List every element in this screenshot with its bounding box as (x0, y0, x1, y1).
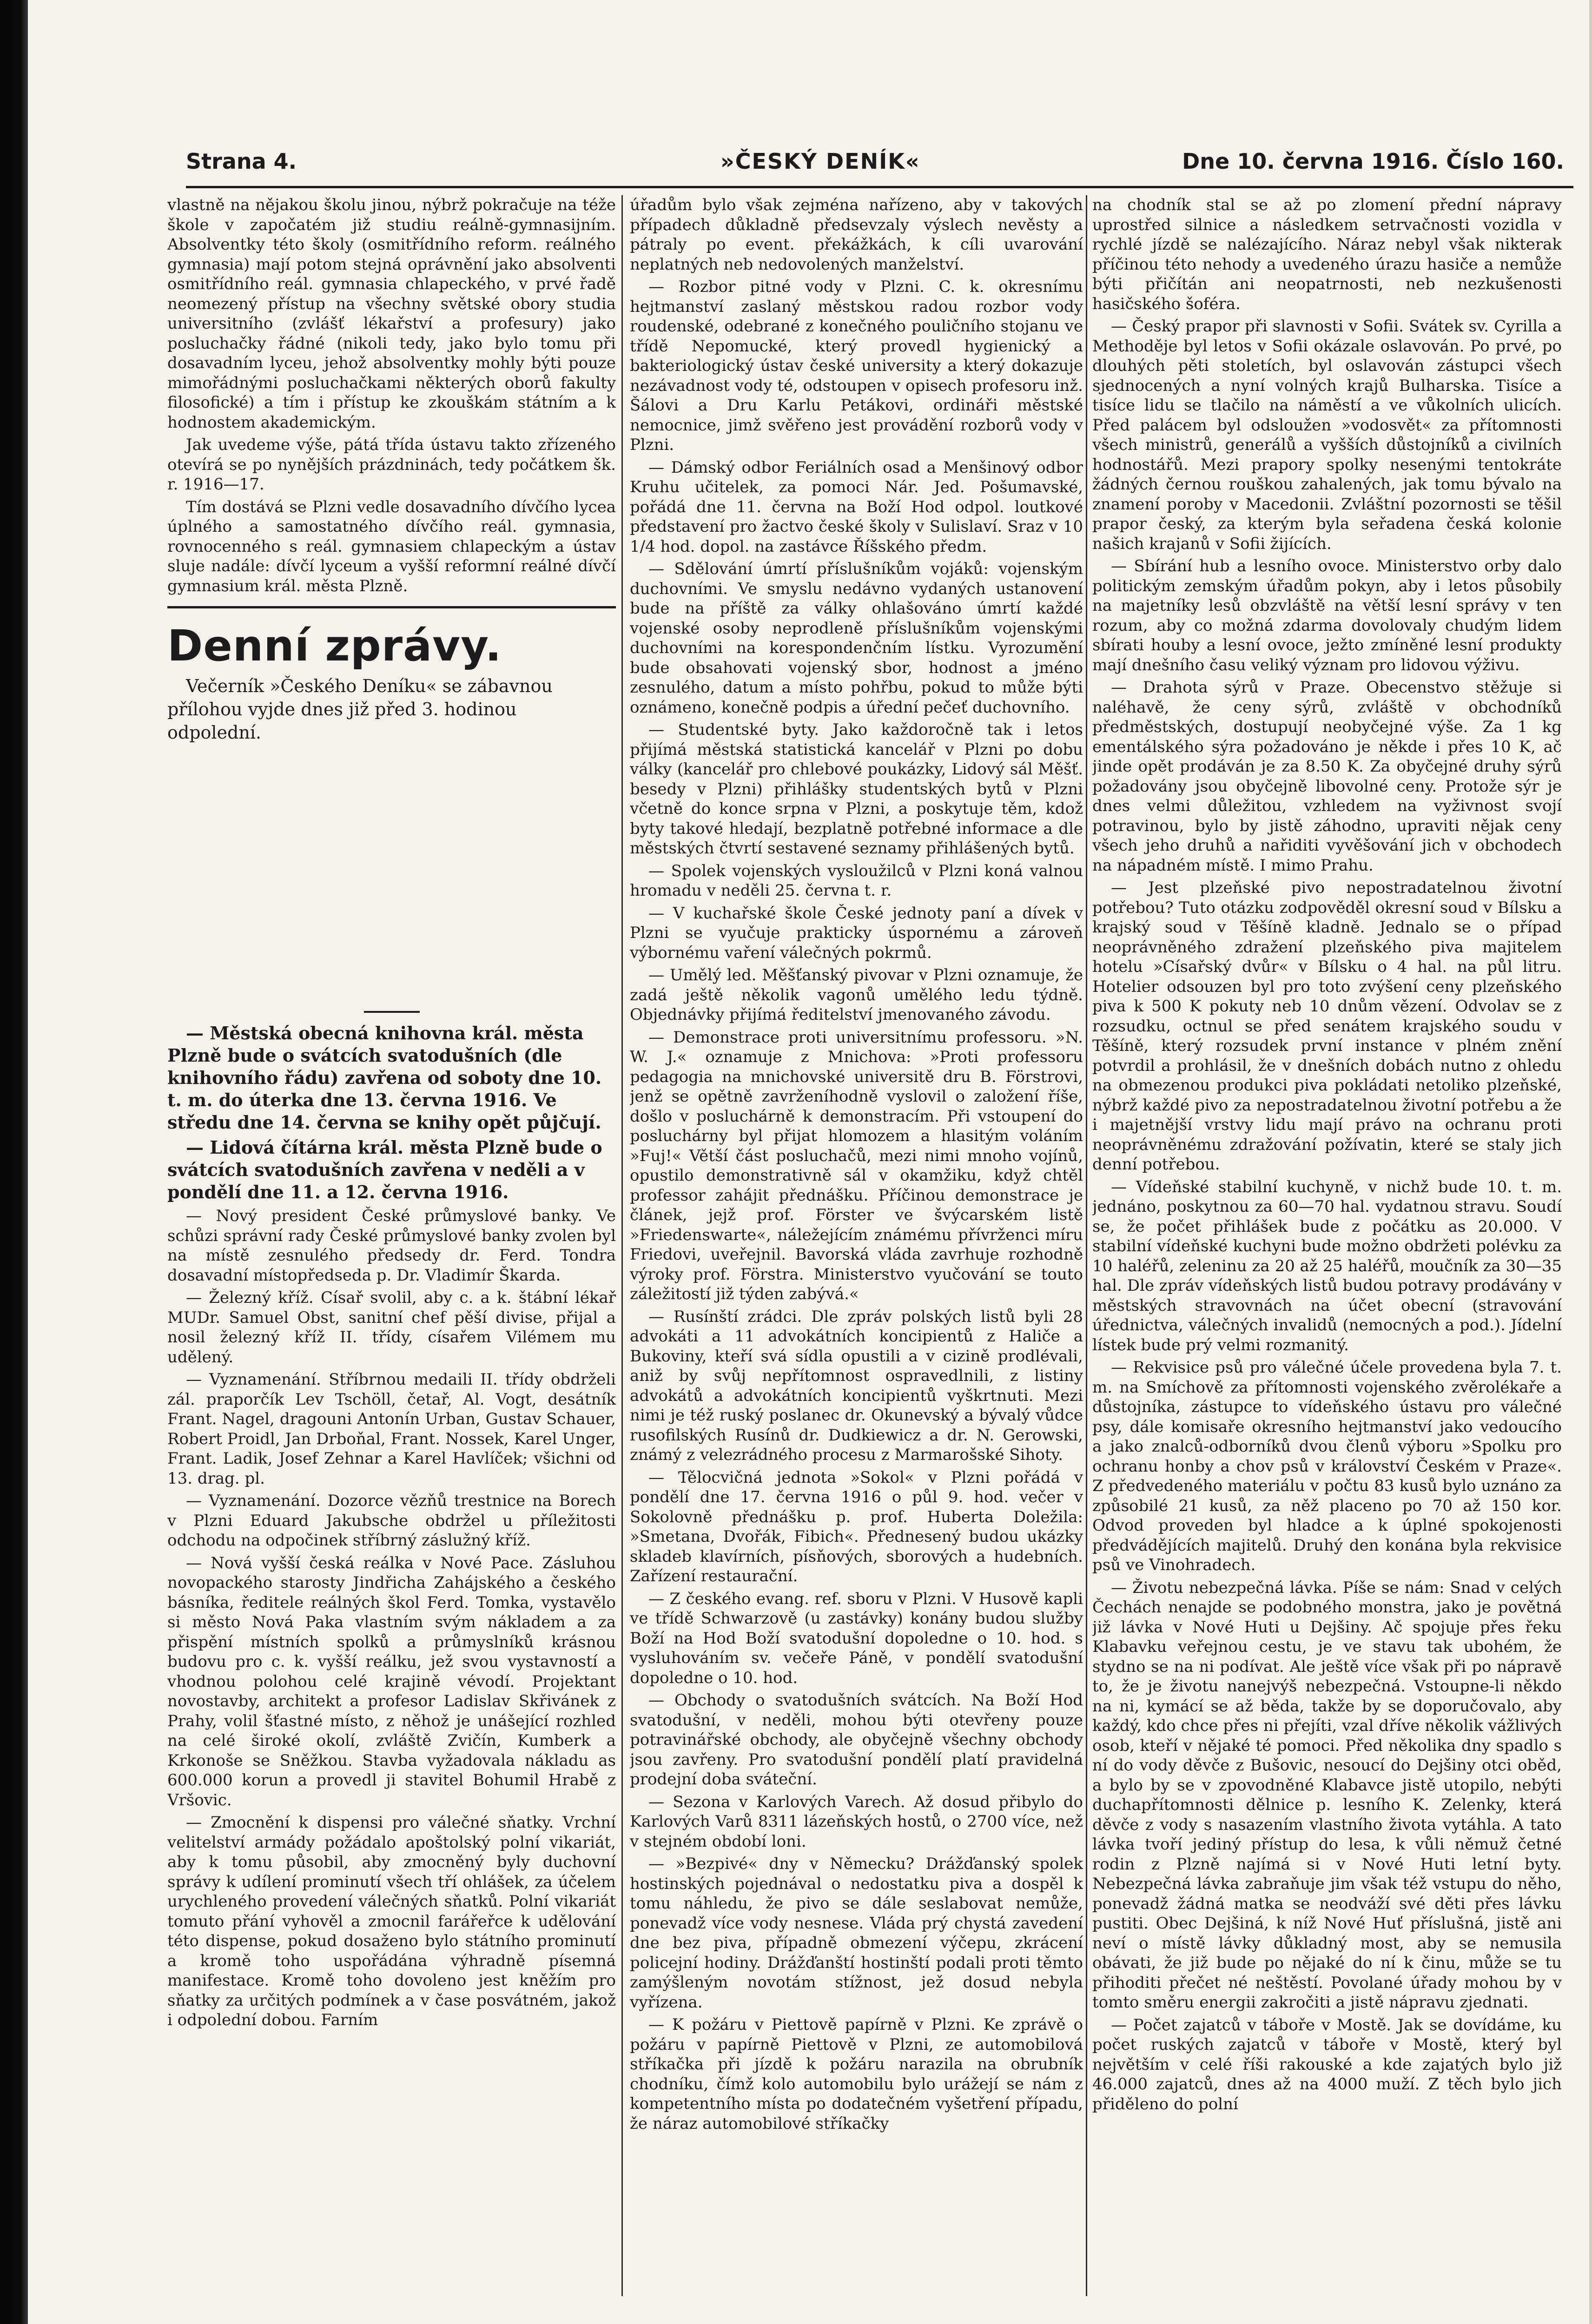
news-item: — Sezona v Karlových Varech. Až dosud přibylo do Karlových Varů 8311 lázeňských hostů, o 2700 více, než v stejném období loni. (630, 1792, 1083, 1851)
news-item: — Rekvisice psů pro válečné účele provedena byla 7. t. m. na Smíchově za přítomnosti vojenského zvěrolékaře a důstojníka, zástupce to vídeňského ústavu pro válečné psy, dále komisaře okresního hejtmanství jako vedoucího a jako znalců-odborníků dvou členů výboru »Spolku pro ochranu honby a chov psů v království Českém v Praze«. Z předvedeného materiálu v počtu 83 kusů bylo uznáno za způsobilé 21 kusů, za něž placeno po 70 až 150 kor. Odvod proveden byl hladce a k úplné spokojenosti předvádějících majitelů. Druhý den konána byla rekvisice psů ve Vinohradech. (1092, 1358, 1562, 1574)
column-divider (621, 195, 623, 2296)
column-divider (1086, 195, 1087, 2296)
scanner-edge-right (1589, 0, 1592, 2324)
news-item: — Spolek vojenských vysloužilců v Plzni koná valnou hromadu v neděli 25. června t. r. (630, 861, 1083, 900)
news-item: — V kuchařské škole České jednoty paní a dívek v Plzni se vyučuje prakticky úspornému a zároveň výbornému vaření válečných pokrmů. (630, 904, 1083, 962)
issue-date: Dne 10. června 1916. Číslo 160. (1182, 149, 1564, 174)
news-item: — Železný kříž. Císař svolil, aby c. a k. štábní lékař MUDr. Samuel Obst, sanitní chef pěší divise, přijal a nosil železný kříž II. třídy, císařem Vilémem mu udělený. (167, 1288, 616, 1367)
news-item: — Zmocnění k dispensi pro válečné sňatky. Vrchní velitelství armády požádalo apoštolský polní vikariát, aby k tomu působil, aby zmocněný byly duchovní správy k udílení prominutí všech tří ohlášek, za účelem urychleného provedení válečných sňatků. Polní vikariát tomuto přání vyhověl a zmocnil farářeřce k udělování této dispense, pokud dosaženo bylo státního prominutí a kromě toho uspořádána výhradně písemná manifestace. Kromě toho dovoleno jest kněžím pro sňatky za určitých podmínek a v čase posvátném, jakož i odpolední dobou. Farním (167, 1813, 616, 2029)
article-paragraph: Tím dostává se Plzni vedle dosavadního dívčího lycea úplného a samostatného dívčího reál. gymnasia, rovnocenného s reál. gymnasiem chlapeckým a ústav sluje nadále: dívčí lyceum a vyšší reformní reálné dívčí gymnasium král. města Plzně. (167, 497, 616, 595)
news-item: — Lidová čítárna král. města Plzně bude o svátcích svatodušních zavřena v neděli a v pondělí dne 11. a 12. června 1916. (167, 1137, 602, 1202)
news-item: — Životu nebezpečná lávka. Píše se nám: Snad v celých Čechách nenajde se podobného monstra, jako je povětná již lávka v Nové Huti u Dejšiny. Ač spojuje přes řeku Klabavku veřejnou cestu, je ve stavu tak ubohém, že stydno se na ni podívat. Ale ještě více však při po nápravě to, že je životu nanejvýš nebezpečná. Vstoupne-li někdo na ni, kymácí se až běda, takže by se doporučovalo, aby každý, kdo chce přes ni přejíti, vzal dříve několik vážlivých osob, kteří v nějaké té pomoci. Před několika dny spadlo s ní do vody děvče z Bušovic, nesoucí do Dejšiny otci oběd, a bylo by se v zpovodněné Klabavce jistě utopilo, nebýti duchapřítomnosti dělnice p. lesního K. Zelenky, která děvče z vody s nasazením vlastního života vytáhla. A tato lávka tvoří jediný přístup do lesa, k vůli němuž četné rodin z Plzně najímá si v Nové Huti letní byty. Nebezpečná lávka zabraňuje jim však též vstupu do něho, ponevadž žádná matka se neodváží své děti přes lávku pustiti. Obec Dejšiná, k níž Nové Huť příslušná, jistě ani neví o místě lávky důkladný most, aby se nemusila obávati, že již bude po nějaké do ní k činu, může se tu přihoditi přečet né neštěstí. Povolané úřady mohou by v tomto směru energii zakročiti a jistě nápravu zjednati. (1092, 1578, 1562, 2012)
page-header (186, 149, 1564, 186)
column-left (167, 195, 616, 2310)
news-item: — Umělý led. Měšťanský pivovar v Plzni oznamuje, že zadá ještě několik vagonů umělého ledu týdně. Objednávky přijímá ředitelství jmenovaného závodu. (630, 966, 1083, 1024)
news-item: na chodník stal se až po zlomení přední nápravy uprostřed silnice a následkem setrvačnosti vozidla v rychlé jízdě se nalézajícího. Náraz nebyl však nikterak příčinou této nehody a uvedeného úrazu hasiče a nemůže býti přičítán ani neopatrnosti, neb nezkušenosti hasičského šoféra. (1092, 196, 1562, 313)
scanner-edge (0, 0, 28, 2324)
news-item: — Vyznamenání. Dozorce vězňů trestnice na Borech v Plzni Eduard Jakubsche obdržel u příležitosti odchodu na odpočinek stříbrný záslužný kříž. (167, 1492, 616, 1550)
news-item: — Dámský odbor Feriálních osad a Menšinový odbor Kruhu učitelek, za pomoci Nár. Jed. Pošumavské, pořádá dne 11. června na Boží Hod odpol. loutkové představení pro žactvo české školy v Sulislaví. Sraz v 10 1/4 hod. dopol. na zastávce Říšského předm. (630, 458, 1083, 556)
news-item: — »Bezpivé« dny v Německu? Drážďanský spolek hostinských pojednával o nedostatku piva a dospěl k tomu náhledu, že pivo se dále seslabovat nemůže, ponevadž více vody nesnese. Vláda prý chystá zavedení dne bez piva, případně obmezení výčepu, zkrácení policejní hodiny. Drážďanští hostinští podali proti těmto zamýšleným novotám stížnost, jež dosud nebyla vyřízena. (630, 1855, 1083, 2012)
news-item: — Studentské byty. Jako každoročně tak i letos přijímá městská statistická kancelář v Plzni po dobu války (kancelář pro chlebové poukázky, Lidový sál Měšť. besedy v Plzni) přihlášky studentských bytů v Plzni včetně do konce srpna v Plzni, a poskytuje těm, kdož byty takové hledají, bezplatně potřebné informace a dle městských čtvrtí sestavené seznamy přihlášených bytů. (630, 720, 1083, 858)
column-right (1092, 195, 1562, 2310)
news-item: — Český prapor při slavnosti v Sofii. Svátek sv. Cyrilla a Methoděje byl letos v Sofii okázale oslavován. Po prvé, po dlouhých pěti stoletích, byl oslavován zástupci všech sjednocených a nyní volných krajů Bulharska. Tisíce a tisíce lidu se tlačilo na náměstí a ve vůkolních ulicích. Před palácem byl odsloužen »vodosvět« za přítomnosti všech ministrů, generálů a vyšších důstojníků a civilních hodnostářů. Mezi prapory spolky nesenými tentokráte žádných černou rouškou zahalených, jak tomu bývalo na znamení poroby v Macedonii. Zvláštní pozornosti se těšil prapor český, za kterým byla seřadena česká kolonie našich krajanů v Sofii žijících. (1092, 317, 1562, 553)
section-divider (167, 606, 616, 608)
blank-space (167, 747, 616, 1007)
short-divider (364, 1011, 420, 1013)
notice-paragraph: Večerník »Českého Deníku« se zábavnou přílohou vyjde dnes již před 3. hodinou odpolední. (167, 676, 553, 743)
header-rule (186, 186, 1573, 188)
news-item: — Rusínští zrádci. Dle zpráv polských listů byli 28 advokáti a 11 advokátních koncipientů z Haliče a Bukoviny, kteří svá sídla opustili a v cizině prodlévali, aniž by svůj nepřítomnost ospravedlnili, z listiny advokátů a advokátních koncipientů vyškrtnuti. Mezi nimi je též ruský poslanec dr. Okunevský a bývalý vůdce rusofilských Rusínů dr. Dudkiewicz a dr. N. Gerowski, známý z velezrádného procesu z Marmarošské Sihoty. (630, 1307, 1083, 1464)
masthead-title: »ČESKÝ DENÍK« (720, 149, 920, 174)
news-item: — Jest plzeňské pivo nepostradatelnou životní potřebou? Tuto otázku zodpověděl okresní soud v Bílsku a krajský soud v Těšíně kladně. Jednalo se o případ neoprávněného zdražení plzeňského piva majitelem hotelu »Císařský dvůr« v Bílsku o 4 hal. na půl litru. Hotelier odsouzen byl pro toto zvýšení ceny plzeňského piva k 500 K pokuty neb 10 dnům vězení. Odvolav se z rozsudku, octnul se před senátem krajského soudu v Těšíně, který rozsudek první instance v plném znění potvrdil a prohlásil, že v dnešních dobách nutno z ohledu na obmezenou produkci piva pokládati netoliko plzeňské, nýbrž každé pivo za nepostradatelnou životní potřebu a že i majetnější vrstvy lidu mají právo na ochranu proti neoprávněnému zdražování požívatin, které se staly jich denní potřebou. (1092, 878, 1562, 1174)
article-paragraph: vlastně na nějakou školu jinou, nýbrž pokračuje na téže škole v započatém již studiu reálně-gymnasijním. Absolventky této školy (osmitřídního reform. reálného gymnasia) mají potom stejná oprávnění jako absolventi osmitřídního reál. gymnasia chlapeckého, v prvé řadě neomezený přístup na všechny světské obory studia universitního (zvlášť lékařství a profesury) jako posluchačky řádné (nikoli tedy, jako bylo tomu při dosavadním lyceu, jehož absolventky mohly býti pouze mimořádnými posluchačkami některých oborů fakulty filosofické) a tím i přístup ke zkouškám státním a k hodnostem akademickým. (167, 196, 616, 432)
news-item: — Z českého evang. ref. sboru v Plzni. V Husově kapli ve třídě Schwarzově (u zastávky) konány budou služby Boží na Hod Boží svatodušní dopoledne o 10. hod. s vysluhováním sv. večeře Páně, v pondělí svatodušní dopoledne o 10. hod. (630, 1589, 1083, 1687)
article-paragraph: Jak uvedeme výše, pátá třída ústavu takto zřízeného otevírá se po nynějších prázdninách, tedy počátkem šk. r. 1916—17. (167, 436, 616, 494)
column-middle (630, 195, 1083, 2310)
news-item: — Vyznamenání. Stříbrnou medaili II. třídy obdrželi zál. praporčík Lev Tschöll, četař, Al. Vogt, desátník Frant. Nagel, dragouni Antonín Urban, Gustav Schauer, Robert Proidl, Jan Drboňal, Frant. Nossek, Karel Unger, Frant. Ladik, Josef Zehnar a Karel Havlíček; všichni od 13. drag. pl. (167, 1370, 616, 1488)
news-item: — K požáru v Piettově papírně v Plzni. Ke zprávě o požáru v papírně Piettově v Plzni, ze automobilová stříkačka při jízdě k požáru narazila na obrubník chodníku, čímž kolo automobilu bylo urážejí se nám z kompetentního místa po dodatečném vyšetření případu, že náraz automobilové stříkačky (630, 2015, 1083, 2133)
page-number: Strana 4. (186, 149, 297, 174)
news-item: — Nový president České průmyslové banky. Ve schůzi správní rady České průmyslové banky zvolen byl na místě zesnulého předsedy dr. Ferd. Tondra dosavadní místopředseda p. Dr. Vladimír Škarda. (167, 1207, 616, 1285)
news-item: — Drahota sýrů v Praze. Obecenstvo stěžuje si naléhavě, že ceny sýrů, zvláště v obchodníků předměstských, dostupují neobyčejné výše. Za 1 kg ementálského sýra požadováno je někde i přes 10 K, ač jinde opět prodáván je za 8.50 K. Za obyčejné druhy sýrů požadovány jsou obyčejně libovolné ceny. Protože sýr je dnes velmi důležitou, vzhledem na vyživnost svojí potravinou, bylo by jistě záhodno, upraviti nějak ceny všech jeho druhů a nařiditi vyvěšování jich v obchodech na nápadném místě. I mimo Prahu. (1092, 678, 1562, 875)
news-item: — Městská obecná knihovna král. města Plzně bude o svátcích svatodušních (dle knihovního řádu) zavřena od soboty dne 10. t. m. do úterka dne 13. června 1916. Ve středu dne 14. června se knihy opět půjčují. (167, 1023, 602, 1133)
news-item: — Nová vyšší česká reálka v Nové Pace. Zásluhou novopackého starosty Jindřicha Zahájského a českého básníka, ředitele reálných škol Ferd. Tomka, vystavělo si město Nová Paka vlastním svým nákladem a za přispění místních spolků a průmyslníků krásnou budovu pro c. k. vyšší reálku, jež svou vystavností a vhodnou polohou celé krajině vévodí. Projektant novostavby, architekt a profesor Ladislav Skřivánek z Prahy, volil šťastné místo, z něhož je unášející rozhled na celé široké okolí, zvláště Zvičín, Kumberk a Krkonoše se Sněžkou. Stavba vyžadovala nákladu as 600.000 korun a provedl ji stavitel Bohumil Hrabě z Vršovic. (167, 1553, 616, 1809)
news-item: — Tělocvičná jednota »Sokol« v Plzni pořádá v pondělí dne 17. června 1916 o půl 9. hod. večer v Sokolovně přednášku p. prof. Huberta Doležila: »Smetana, Dvořák, Fibich«. Přednesený budou ukázky skladeb klavírních, písňových, sborových a hudebních. Zařízení restaurační. (630, 1468, 1083, 1585)
news-item: úřadům bylo však zejména nařízeno, aby v takových případech důkladně předsevzaly výslech nevěsty a pátraly po event. překážkách, k cíli uvarování neplatných neb nedovolených manželství. (630, 196, 1083, 274)
section-title: Denní zprávy. (167, 621, 502, 671)
news-item: — Sbírání hub a lesního ovoce. Ministerstvo orby dalo politickým zemským úřadům pokyn, aby i letos působily na majetníky lesů obzvláště na větší lesní správy v ten rozum, aby co možná zdarma dovolovaly chudým lidem sbírati houby a lesní ovoce, ježto zmíněné lesní produkty mají dnešního času veliký význam pro lidovou výživu. (1092, 557, 1562, 674)
news-item: — Vídeňské stabilní kuchyně, v nichž bude 10. t. m. jednáno, poskytnou za 60—70 hal. vydatnou stravu. Soudí se, že počet přihlášek bude z počátku as 20.000. V stabilní vídeňské kuchyni bude možno obdržeti polévku za 10 haléřů, zeleninu za 20 až 25 haléřů, moučník za 30—35 hal. Dle zpráv vídeňských listů budou potravy prodávány v městských stravovnách na účet obecní (stravování úřednictva, válečných invalidů (nemocných a pod.). Jídelní lístek bude prý velmi rozmanitý. (1092, 1177, 1562, 1354)
news-item: — Demonstrace proti universitnímu professoru. »N. W. J.« oznamuje z Mnichova: »Proti professoru pedagogia na mnichovské universitě dru B. Förstrovi, jenž se opětně zavrženíhodně vyslovil o založení říše, došlo v posluchárně k demonstracím. Při vstoupení do posluchárny byl přijat hlomozem a hlasitým voláním »Fuj!« Větší část posluchačů, mezi nimi mnoho vojínů, opustilo demonstrativně sál v okamžiku, když chtěl professor zahájit přednášku. Příčinou demonstrace je článek, jejž prof. Förster ve švýcarském listě »Friedenswarte«, náležejícím známému přívrženci míru Friedovi, uveřejnil. Bavorská vláda zavrhuje rozhodně výroky prof. Förstra. Ministerstvo vyučování se touto záležitostí již týden zabývá.« (630, 1028, 1083, 1303)
news-item: — Sdělování úmrtí příslušníkům vojáků: vojenským duchovními. Ve smyslu nedávno vydaných ustanovení bude na příště za války ohlašováno úmrtí každé vojenské osoby neprodleně příslušníkům vojenskými duchovními na korespondenčním lístku. Vyrozumění bude obsahovati vojenský sbor, hodnost a jméno zesnulého, datum a místo pohřbu, pokud to může býti oznámeno, konečně podpis a úřední pečeť duchovního. (630, 560, 1083, 717)
news-item: — Rozbor pitné vody v Plzni. C. k. okresnímu hejtmanství zaslaný městskou radou rozbor vody roudenské, odebrané z konečného pouličního stojanu ve třídě Nepomucké, který provedl hygienický a bakteriologický ústav české university a který dokazuje nezávadnost vody té, odstoupen v opisech profesoru inž. Šálovi a Dru Karlu Petákovi, ordináři městské nemocnice, jimž svěřeno jest provádění rozborů vody v Plzni. (630, 277, 1083, 454)
news-item: — Obchody o svatodušních svátcích. Na Boží Hod svatodušní, v neděli, mohou býti otevřeny pouze potravinářské obchody, ale obyčejně všechny obchody jsou zavřeny. Pro svatodušní pondělí platí pravidelná prodejní doba sváteční. (630, 1691, 1083, 1789)
news-item: — Počet zajatců v táboře v Mostě. Jak se dovídáme, ku počet ruských zajatců v táboře v Mostě, který byl největším v celé říši rakouské a kde zajatých bylo již 46.000 zajatců, dnes až na 4000 muží. Z těch bylo jich přiděleno do polní (1092, 2015, 1562, 2113)
